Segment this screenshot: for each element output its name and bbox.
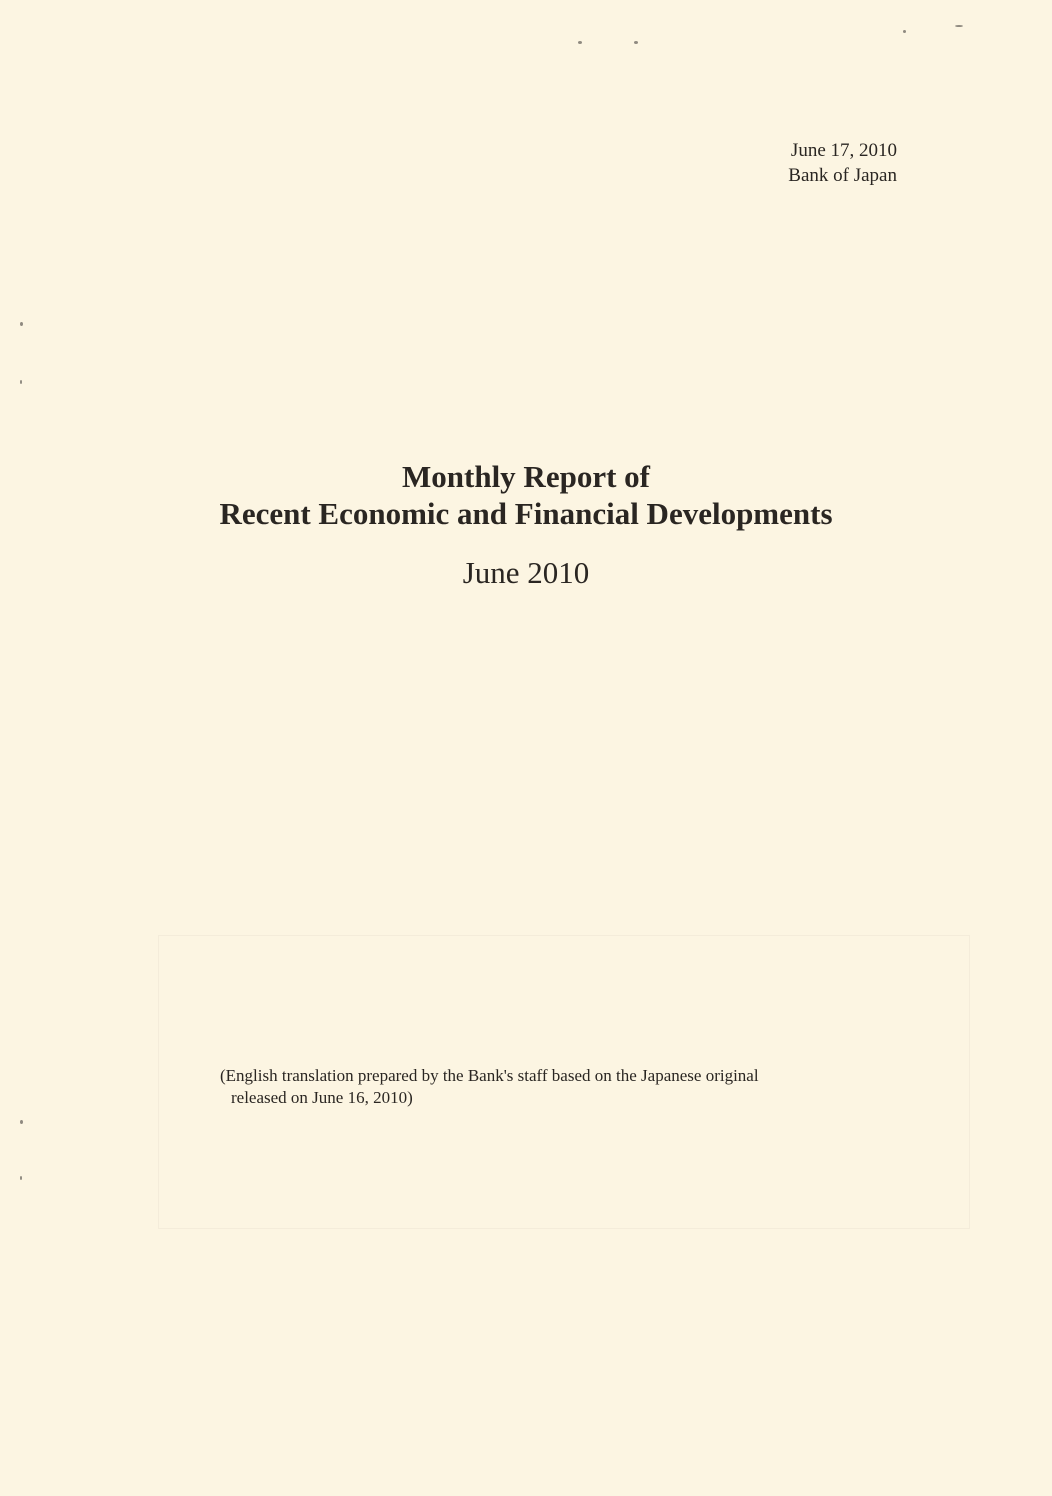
speck xyxy=(955,25,963,27)
translation-note xyxy=(220,1065,920,1109)
title-block xyxy=(0,458,1052,592)
translation-note-line-2: released on June 16, 2010) xyxy=(231,1088,413,1107)
speck xyxy=(20,380,22,384)
report-period: June 2010 xyxy=(462,555,590,590)
speck xyxy=(20,322,23,326)
speck xyxy=(20,1120,23,1124)
speck xyxy=(634,41,638,44)
translation-note-line-1: (English translation prepared by the Bank's staff based on the Japanese original xyxy=(220,1066,759,1085)
title-line-1: Monthly Report of xyxy=(402,459,650,494)
speck xyxy=(578,41,582,44)
document-date: June 17, 2010 xyxy=(790,140,897,161)
document-issuer: Bank of Japan xyxy=(788,165,897,186)
document-meta xyxy=(788,138,897,188)
speck xyxy=(903,30,906,33)
speck xyxy=(20,1176,22,1180)
title-line-2: Recent Economic and Financial Developments xyxy=(219,496,833,531)
